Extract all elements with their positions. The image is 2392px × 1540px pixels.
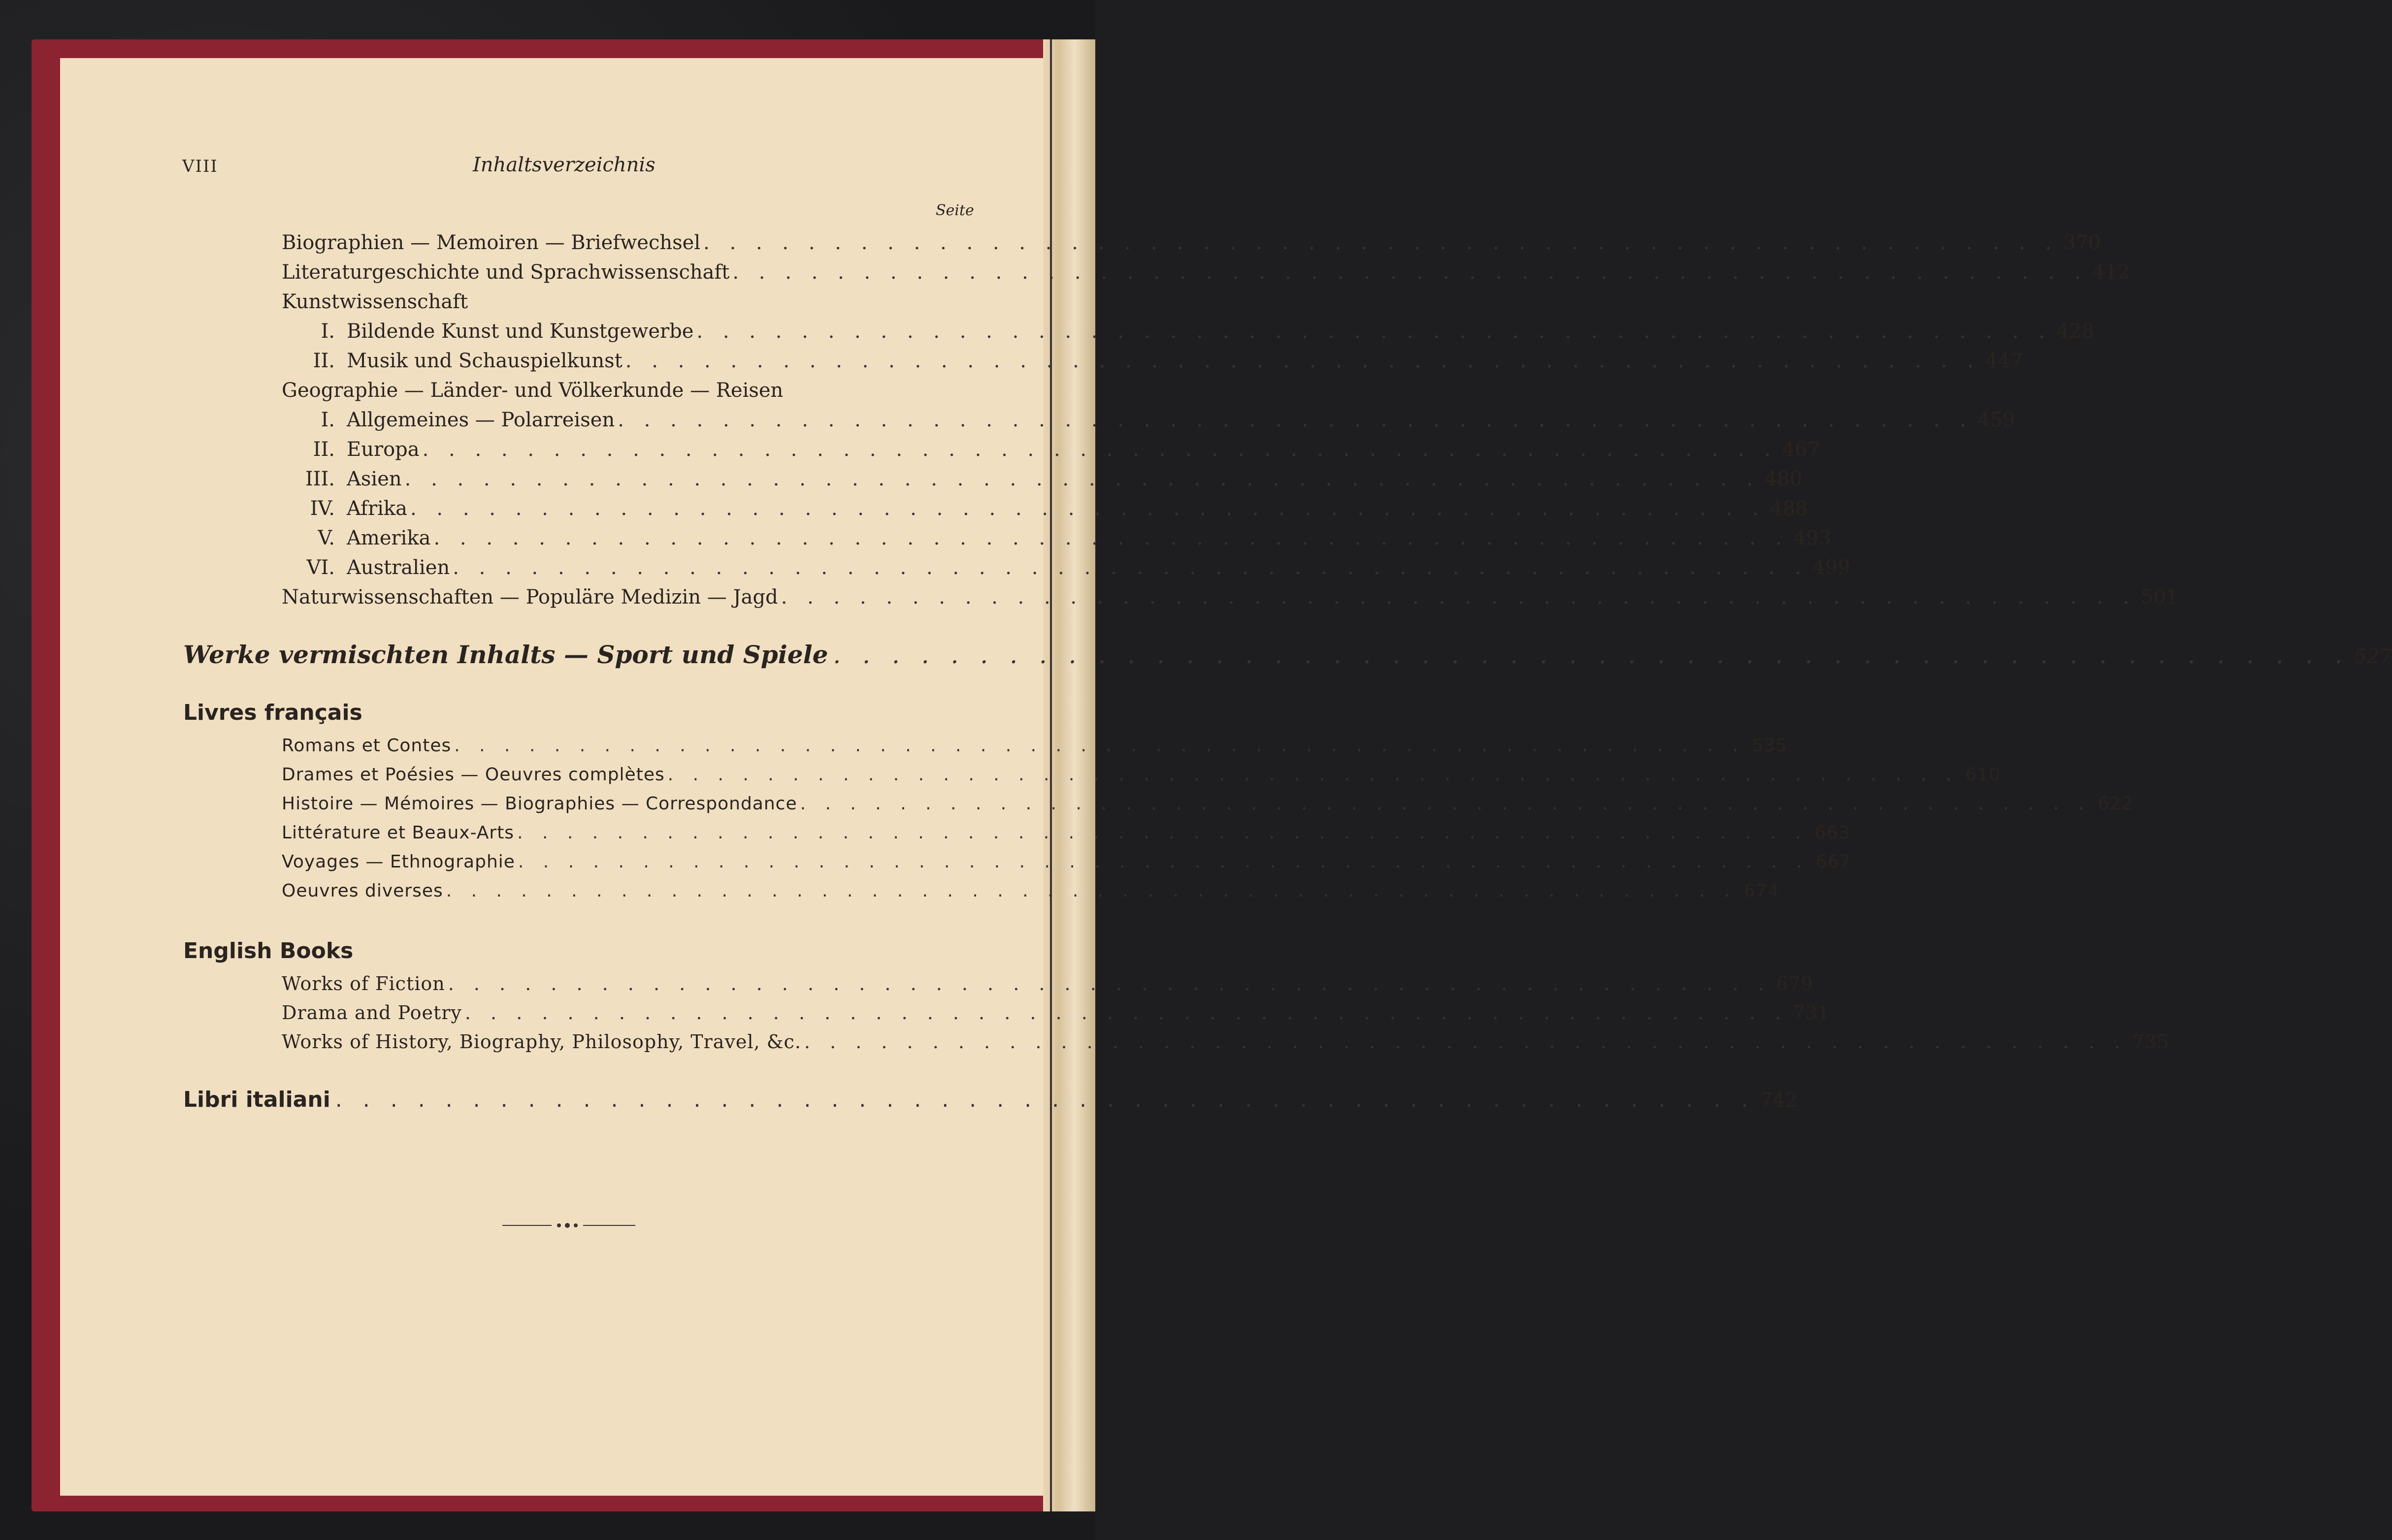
end-ornament [502,1219,635,1232]
entry-page: 667 [1815,852,1851,872]
entry-page: 535 [1752,736,1787,756]
entry-page: 663 [1815,823,1850,843]
page-number: VIII [182,157,218,176]
section-label: Werke vermischten Inhalts — Sport und Spiele [183,640,828,669]
entry-label: Asien [347,468,402,490]
leader-dots: . . . . . . . . . . . . . . . . . . . . . . . . . . . . . . . . . . . . . . . . . . . . . . . . . . . . [422,438,1778,461]
toc-entry [282,852,1851,879]
entry-numeral: II. [313,350,335,372]
leader-dots: . . . . . . . . . . . . . . . . . . . . . . . . . . . . . . . . . . . . . . . . . . . . . . . . . . . . [410,497,1766,520]
entry-label: Bildende Kunst und Kunstgewerbe [347,320,694,343]
entry-page: 488 [1770,497,1808,520]
toc-entry [282,290,956,318]
entry-label: Naturwissenschaften — Populäre Medizin — Jagd [282,586,778,609]
toc-entry [282,527,1832,554]
section-heading-french [183,700,956,725]
leader-dots: . . . . . . . . . . . . . . . . . . . . . . . . . . . . . . . . . . . . . . . . . . . . . . . . . . . . [667,765,1959,785]
toc-entry [282,379,956,407]
toc-entry [282,438,1820,466]
leader-dots: . . . . . . . . . . . . . . . . . . . . . . . . . . . . . . . . . . . . . . . . . . . . . . . . . . . . [433,527,1789,549]
toc-entry [282,409,2015,436]
leader-dots: . . . . . . . . . . . . . . . . . . . . . . . . . . . . . . . . . . . . . . . . . . . . . . . . . . . . [518,852,1809,872]
entry-label: Drama and Poetry [282,1002,462,1024]
toc-entry [282,350,2023,377]
entry-label: Musik und Schauspielkunst [347,350,623,372]
entry-label: Romans et Contes [282,736,452,756]
toc-entry [282,556,1850,584]
leader-dots: . . . . . . . . . . . . . . . . . . . . . . . . . . . . . . . . . . . . . . . . . . . . . . . . . . . . [618,409,1973,431]
entry-label: Europa [347,438,420,461]
toc-entry [282,1031,2170,1059]
entry-numeral: I. [321,409,335,431]
entry-label: Works of Fiction [282,973,445,995]
entry-numeral: V. [318,527,335,549]
toc-entry [282,320,2095,348]
entry-label: Biographien — Memoiren — Briefwechsel [282,231,701,254]
section-label: Livres français [183,700,362,725]
entry-page: 610 [1965,765,2001,785]
entry-page: 447 [1985,350,2023,372]
entry-label: Littérature et Beaux-Arts [282,823,515,843]
leader-dots: . . . . . . . . . . . . . . . . . . . . . . . . . . . . . . . . . . . . . . . . . . . . . . . . . . . . [833,641,2350,669]
toc-entry [282,261,2130,289]
section-heading-english [183,938,956,963]
leader-dots: . . . . . . . . . . . . . . . . . . . . . . . . . . . . . . . . . . . . . . . . . . . . . . . . . . . . [732,261,2088,284]
entry-numeral: IV. [310,497,335,520]
section-heading-italian [183,1087,1798,1112]
leader-dots: . . . . . . . . . . . . . . . . . . . . . . . . . . . . . . . . . . . . . . . . . . . . . . . . . . . . [454,736,1745,756]
column-label: Seite [936,202,974,219]
entry-page: 731 [1793,1002,1831,1024]
entry-label: Geographie — Länder- und Völkerkunde — Reisen [282,379,784,402]
leader-dots: . . . . . . . . . . . . . . . . . . . . . . . . . . . . . . . . . . . . . . . . . . . . . . . . . . . . [696,320,2052,343]
entry-page: 370 [2063,231,2101,254]
leader-dots: . . . . . . . . . . . . . . . . . . . . . . . . . . . . . . . . . . . . . . . . . . . . . . . . . . . . [404,468,1760,490]
entry-label: Kunstwissenschaft [282,290,468,313]
entry-label: Literaturgeschichte und Sprachwissenschaft [282,261,730,284]
toc-entry [282,973,1813,1000]
entry-label: Oeuvres diverses [282,881,443,901]
toc-entry [282,1002,1831,1029]
entry-label: Voyages — Ethnographie [282,852,515,872]
entry-page: 674 [1743,881,1779,901]
leader-dots: . . . . . . . . . . . . . . . . . . . . . . . . . . . . . . . . . . . . . . . . . . . . . . . . . . . . [464,1002,1788,1024]
entry-numeral: VI. [306,556,335,579]
entry-page: 412 [2092,261,2130,284]
toc-entry [282,736,1787,763]
entry-page: 428 [2056,320,2095,343]
section-page: 527 [2354,645,2392,668]
entry-label: Allgemeines — Polarreisen [347,409,615,431]
entry-numeral: I. [321,320,335,343]
page-title: Inhaltsverzeichnis [473,154,655,176]
toc-entry [282,497,1808,525]
leader-dots: . . . . . . . . . . . . . . . . . . . . . . . . . . . . . . . . . . . . . . . . . . . . . . . . . . . . [335,1087,1755,1112]
entry-page: 459 [1977,409,2015,431]
toc-entry [282,794,2133,821]
leader-dots: . . . . . . . . . . . . . . . . . . . . . . . . . . . . . . . . . . . . . . . . . . . . . . . . . . . . [448,973,1771,995]
toc-entry [282,586,2179,613]
entry-label: Afrika [347,497,407,520]
entry-label: Histoire — Mémoires — Biographies — Correspondance [282,794,797,814]
leader-dots: . . . . . . . . . . . . . . . . . . . . . . . . . . . . . . . . . . . . . . . . . . . . . . . . . . . . [446,881,1737,901]
entry-label: Australien [347,556,450,579]
leader-dots: . . . . . . . . . . . . . . . . . . . . . . . . . . . . . . . . . . . . . . . . . . . . . . . . . . . . [625,350,1981,372]
entry-page: 499 [1812,556,1850,579]
entry-page: 735 [2132,1031,2170,1053]
entry-label: Works of History, Biography, Philosophy, Travel, &c. [282,1031,801,1053]
toc-entry [282,765,2001,792]
toc-entry [282,231,2101,259]
entry-page: 679 [1776,973,1813,995]
entry-label: Amerika [347,527,431,549]
entry-page: 501 [2140,586,2179,609]
section-heading-werke [183,640,2392,669]
entry-numeral: III. [305,468,335,490]
section-label: English Books [183,938,354,963]
toc-entry [282,881,1779,908]
leader-dots: . . . . . . . . . . . . . . . . . . . . . . . . . . . . . . . . . . . . . . . . . . . . . . . . . . . . [804,1031,2128,1053]
entry-numeral: II. [313,438,335,461]
leader-dots: . . . . . . . . . . . . . . . . . . . . . . . . . . . . . . . . . . . . . . . . . . . . . . . . . . . . [703,231,2059,254]
toc-entry [282,468,1802,495]
leader-dots: . . . . . . . . . . . . . . . . . . . . . . . . . . . . . . . . . . . . . . . . . . . . . . . . . . . . [517,823,1808,843]
leader-dots: . . . . . . . . . . . . . . . . . . . . . . . . . . . . . . . . . . . . . . . . . . . . . . . . . . . . [453,556,1808,579]
section-label: Libri italiani [183,1087,330,1112]
section-page: 742 [1760,1089,1798,1112]
leader-dots: . . . . . . . . . . . . . . . . . . . . . . . . . . . . . . . . . . . . . . . . . . . . . . . . . . . . [800,794,2091,814]
entry-page: 622 [2097,794,2133,814]
entry-page: 493 [1793,527,1832,549]
entry-page: 467 [1782,438,1820,461]
toc-entry [282,823,1850,850]
leader-dots: . . . . . . . . . . . . . . . . . . . . . . . . . . . . . . . . . . . . . . . . . . . . . . . . . . . . [781,586,2136,609]
entry-label: Drames et Poésies — Oeuvres complètes [282,765,665,785]
entry-page: 480 [1764,468,1802,490]
